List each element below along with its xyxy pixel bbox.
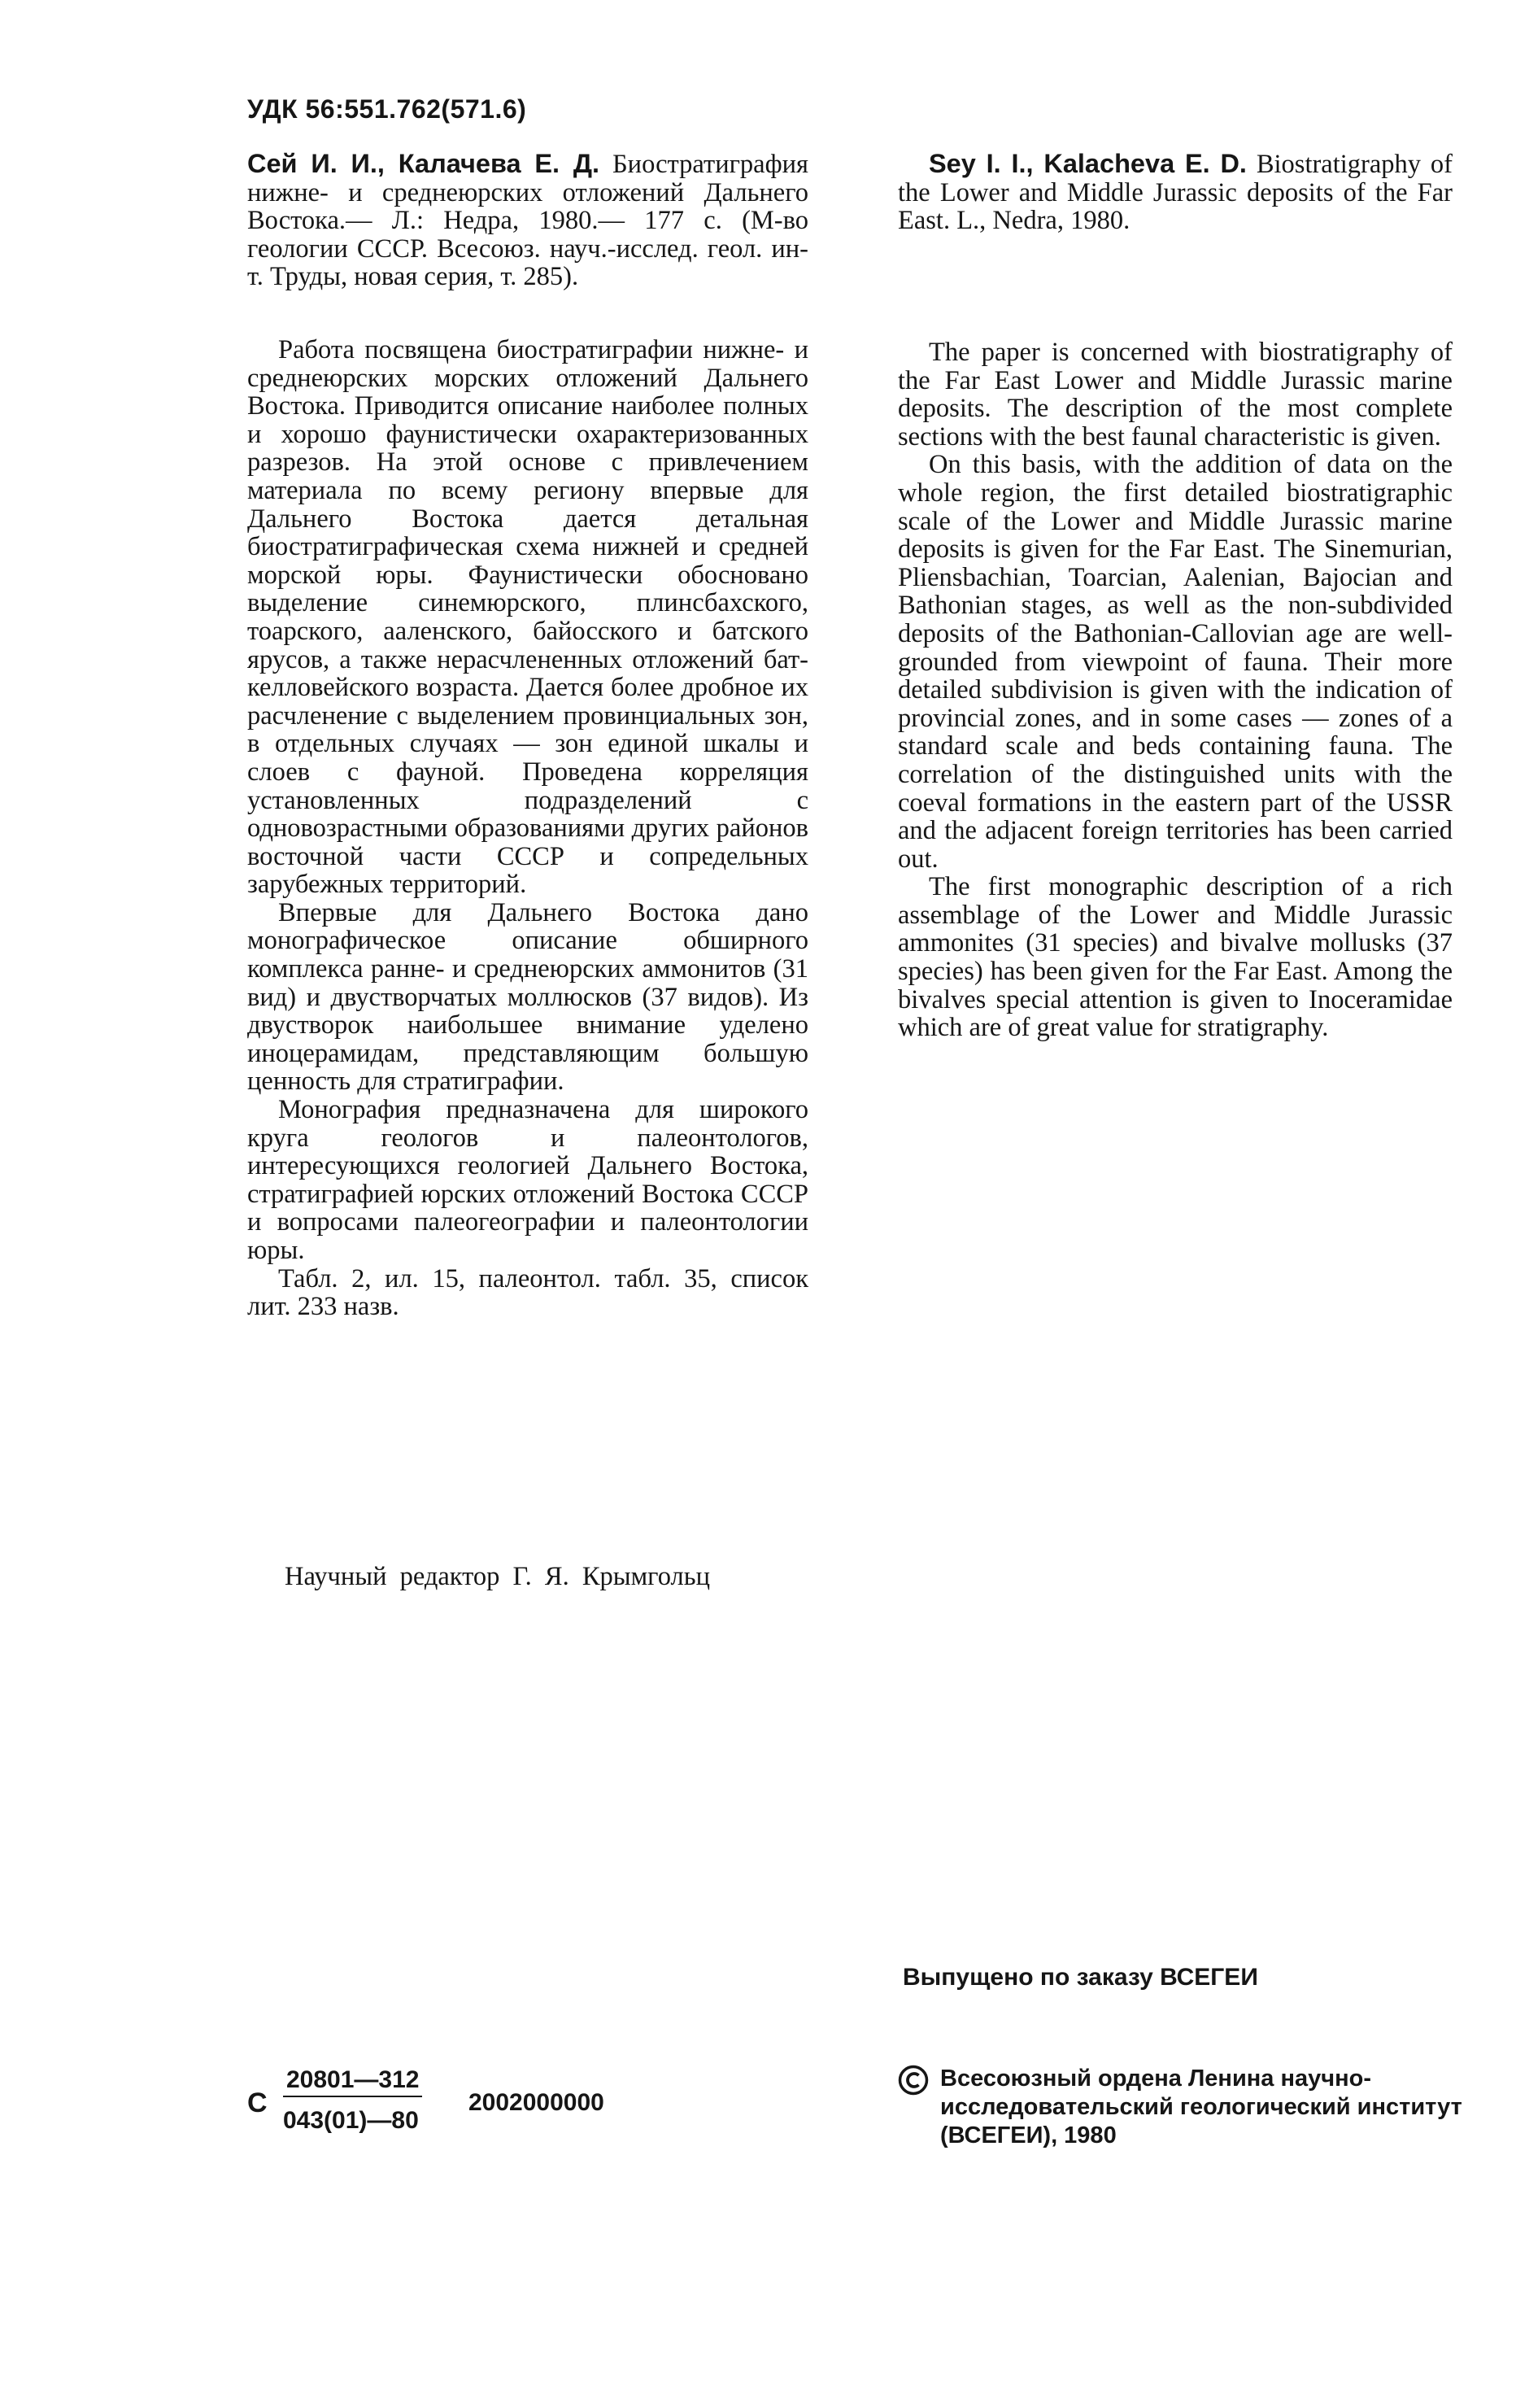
en-citation: Biostratigraphy of the Lower and Middle Jurassic deposits of the Far East. L., Nedra, 1980. (898, 150, 1453, 236)
en-bibliographic-entry (898, 150, 1453, 235)
ru-abstract-paragraph-2: Впервые для Дальнего Востока дано монографическое описание обширного комплекса ранне- и среднеюрских аммонитов (31 вид) и двустворчатых моллюсков (37 видов). Из двустворок наибольшее внимание уделено иноцерамидам, представляющим большую ценность для стратиграфии. (247, 897, 808, 1097)
en-abstract-paragraph-3: The first monographic description of a rich assemblage of the Lower and Middle Jurassic ammonites (31 species) and bivalve mollusks (37 species) has been given for the Far East. Among the bivalves special attention is given to Inoceramidae which are of great value for stratigraphy. (898, 872, 1453, 1043)
en-abstract (898, 338, 1453, 1042)
ru-bibliographic-entry (247, 150, 808, 291)
ru-abstract (247, 336, 808, 1321)
en-abstract-paragraph-1: The paper is concerned with biostratigraphy of the Far East Lower and Middle Jurassic marine deposits. The description of the most complete sections with the best faunal characteristic is given. (898, 338, 1453, 452)
scientific-editor: Научный редактор Г. Я. Крымгольц (285, 1562, 710, 1591)
order-note: Выпущено по заказу ВСЕГЕИ (903, 1964, 1258, 1991)
publication-code-denominator: 043(01)—80 (283, 2107, 419, 2134)
ru-citation: Биостратиграфия нижне- и среднеюрских отложений Дальнего Востока.— Л.: Недра, 1980.— 177 с. (М-во геологии СССР. Всесоюз. науч.-исслед. геол. ин-т. Труды, новая серия, т. 285). (247, 150, 808, 292)
en-authors: Sey I. I., Kalacheva E. D. (929, 149, 1247, 178)
publication-code (247, 2066, 621, 2156)
ru-abstract-paragraph-3: Монография предназначена для широкого круга геологов и палеонтологов, интересующихся геологией Дальнего Востока, стратиграфией юрских отложений Востока СССР и вопросами палеогеографии и палеонтологии юры. (247, 1095, 808, 1265)
publication-code-letter: С (247, 2087, 268, 2118)
publication-code-numerator: 20801—312 (283, 2066, 422, 2097)
udk-code: УДК 56:551.762(571.6) (247, 94, 527, 124)
ru-authors: Сей И. И., Калачева Е. Д. (247, 149, 600, 178)
copyright-text: Всесоюзный ордена Ленина научно-исследовательский геологический институт (ВСЕГЕИ), 1980 (940, 2066, 1462, 2148)
copyright-icon (898, 2065, 929, 2096)
ru-abstract-paragraph-1: Работа посвящена биостратиграфии нижне- и среднеюрских морских отложений Дальнего Востока. Приводится описание наиболее полных и хорошо фаунистически охарактеризованных разрезов. На этой основе с привлечением материала по всему региону впервые для Дальнего Востока дается детальная биостратиграфическая схема нижней и средней морской юры. Фаунистически обосновано выделение синемюрского, плинсбахского, тоарского, ааленского, байосского и батского ярусов, а также нерасчлененных отложений бат-келловейского возраста. Дается более дробное их расчленение с выделением провинциальных зон, в отдельных случаях — зон единой шкалы и слоев с фауной. Проведена корреляция установленных подразделений с одновозрастными образованиями других районов восточной части СССР и сопредельных зарубежных территорий. (247, 335, 808, 900)
en-abstract-paragraph-2: On this basis, with the addition of data on the whole region, the first detailed biostratigraphic scale of the Lower and Middle Jurassic marine deposits is given for the Far East. The Sinemurian, Pliensbachian, Toarcian, Aalenian, Bajocian and Bathonian stages, as well as the non-subdivided deposits of the Bathonian-Callovian age are well-grounded from viewpoint of fauna. Their more detailed subdivision is given with the indication of provincial zones, and in some cases — zones of a standard scale and beds containing fauna. The correlation of the distinguished units with the coeval formations in the eastern part of the USSR and the adjacent foreign territories has been carried out. (898, 450, 1453, 874)
copyright-block (898, 2065, 1467, 2162)
publication-code-number: 2002000000 (468, 2089, 604, 2116)
ru-abstract-paragraph-4: Табл. 2, ил. 15, палеонтол. табл. 35, список лит. 233 назв. (247, 1263, 808, 1322)
